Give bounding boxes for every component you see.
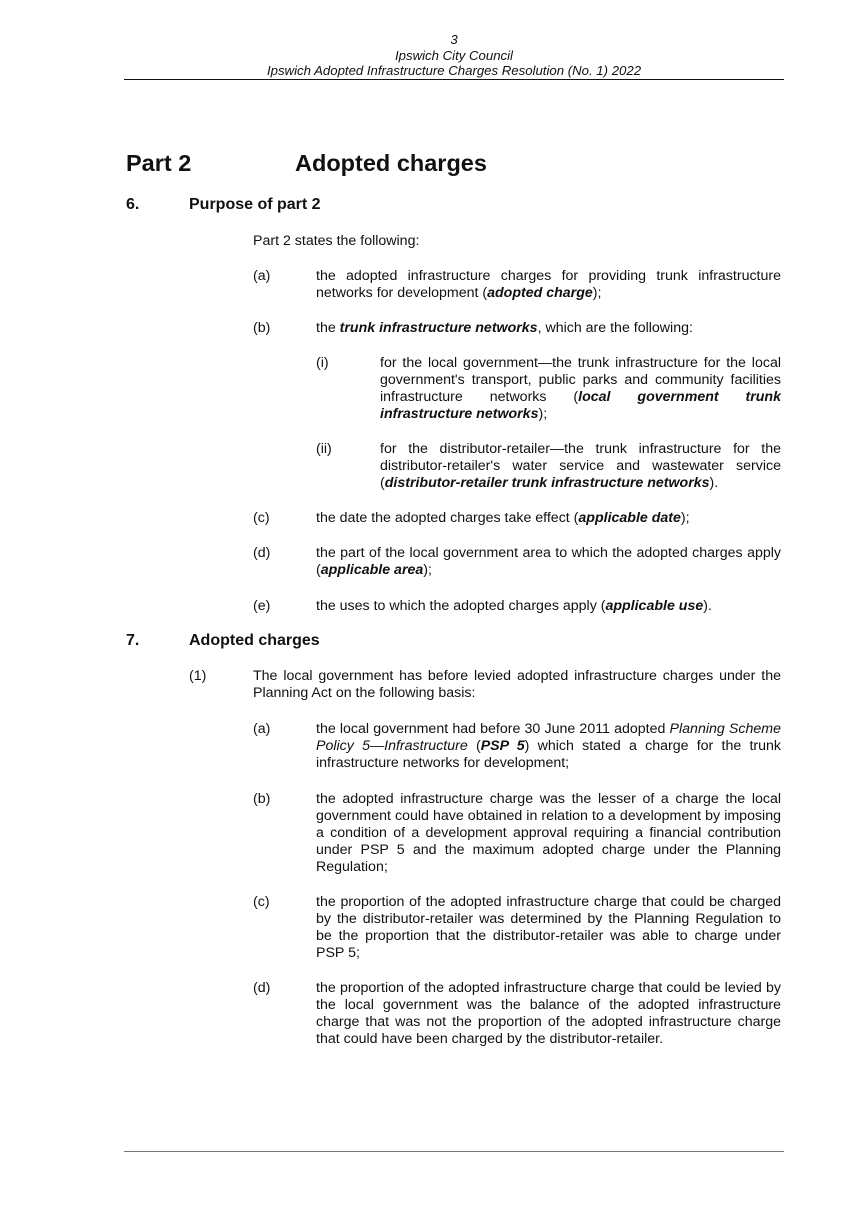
subitem-6b-i-text: for the local government—the trunk infrastructure for the local government's transport, public parks and community facilities infrastructure networks (local government trunk infrastructure networks); [380,355,781,422]
section-7-title: Adopted charges [189,632,320,649]
resolution-title: Ipswich Adopted Infrastructure Charges Resolution (No. 1) 2022 [266,63,642,78]
section-7-number: 7. [126,632,140,649]
section-6-title: Purpose of part 2 [189,196,321,213]
section-6-number: 6. [126,196,140,213]
item-label: (a) [253,268,271,284]
subitem-6b-ii-text: for the distributor-retailer—the trunk infrastructure for the distributor-retailer's water service and wastewater service (distributor-retailer trunk infrastructure networks). [380,441,781,491]
council-name: Ipswich City Council [395,48,513,63]
item-7c-text: the proportion of the adopted infrastructure charge that could be charged by the distributor-retailer was determined by the Planning Regulation to be the proportion that the distributor-retailer was able to charge under PSP 5; [316,894,781,961]
item-label: (d) [253,545,271,561]
item-label: (b) [253,320,271,336]
footer-rule [124,1151,784,1152]
item-6d-text: the part of the local government area to which the adopted charges apply (applicable area); [316,545,781,578]
item-7a-text: the local government had before 30 June 2011 adopted Planning Scheme Policy 5—Infrastructure (PSP 5) which stated a charge for the trunk infrastructure networks for development; [316,721,781,771]
item-6a-text: the adopted infrastructure charges for providing trunk infrastructure networks for development (adopted charge); [316,268,781,301]
item-label: (c) [253,894,270,910]
page-number: 3 [450,32,458,47]
part-title: Adopted charges [295,150,487,176]
subitem-label: (ii) [316,441,332,457]
item-label: (e) [253,598,271,614]
subitem-label: (i) [316,355,329,371]
item-6b-text: the trunk infrastructure networks, which are the following: [316,320,693,336]
item-6e-text: the uses to which the adopted charges apply (applicable use). [316,598,712,614]
item-7d-text: the proportion of the adopted infrastructure charge that could be levied by the local government was the balance of the adopted infrastructure charge that was not the proportion of the adopted infrastructure charge that could have been charged by the distributor-retailer. [316,980,781,1047]
header-rule [124,79,784,80]
item-7b-text: the adopted infrastructure charge was the lesser of a charge the local government could have obtained in relation to a development by imposing a condition of a development approval requiring a financial contribution under PSP 5 and the maximum adopted charge under the Planning Regulation; [316,791,781,875]
part-number: Part 2 [126,150,192,176]
subsection-label: (1) [189,668,207,684]
item-label: (c) [253,510,270,526]
section-6-intro: Part 2 states the following: [253,233,420,249]
item-6c-text: the date the adopted charges take effect (applicable date); [316,510,690,526]
item-label: (a) [253,721,271,737]
subsection-1-text: The local government has before levied adopted infrastructure charges under the Planning Act on the following basis: [253,668,781,701]
item-label: (b) [253,791,271,807]
item-label: (d) [253,980,271,996]
